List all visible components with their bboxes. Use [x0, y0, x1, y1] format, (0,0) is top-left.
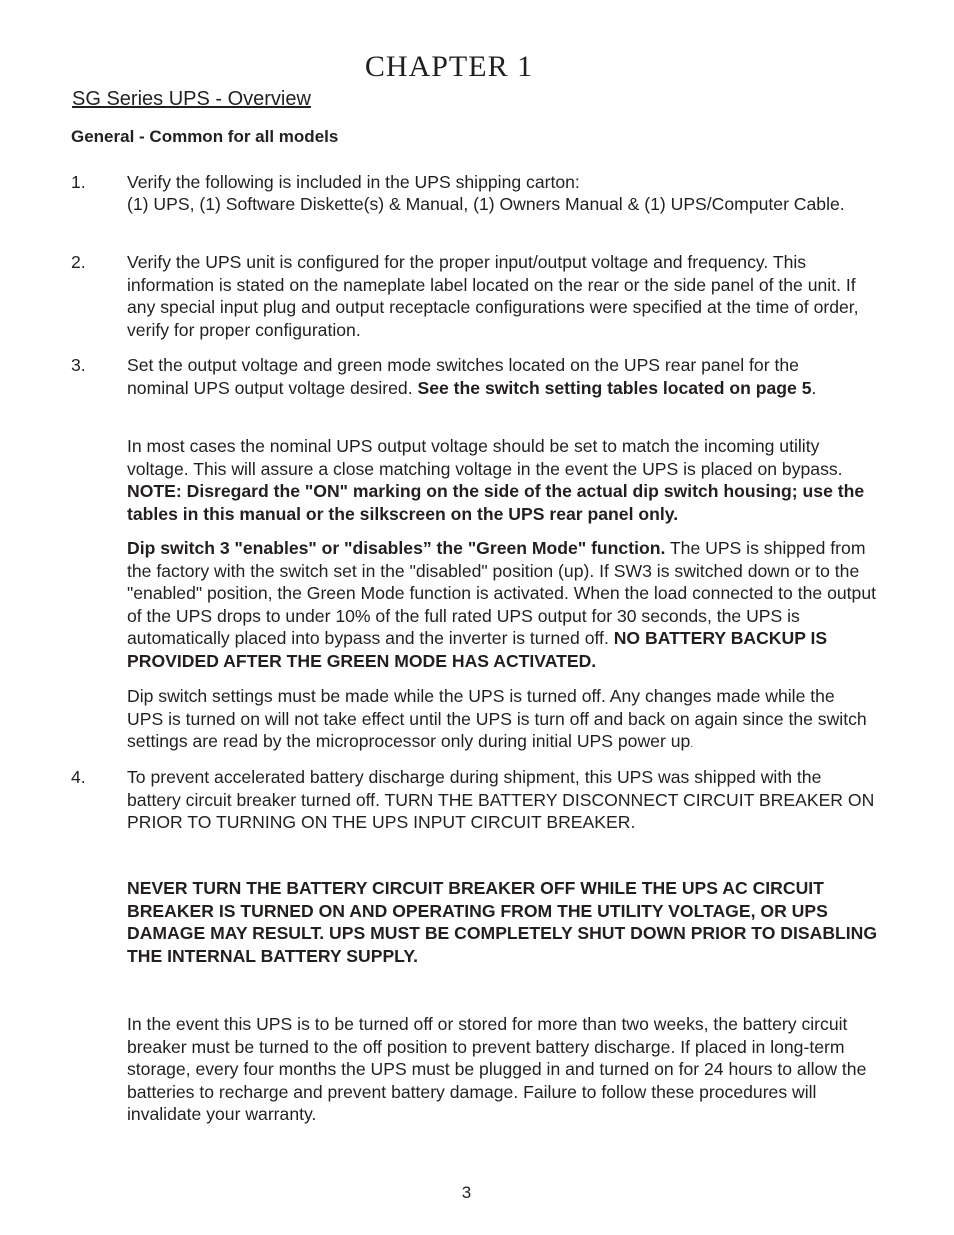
item-3-note: NOTE: Disregard the "ON" marking on the side of the actual dip switch housing; use the tables in this manual or the silkscreen on the UPS rear panel only.	[127, 481, 865, 524]
item-number-4: 4.	[71, 767, 86, 787]
page-number: 3	[461, 1183, 472, 1202]
item-3-para4-period: .	[690, 739, 694, 751]
battery-breaker-warning: NEVER TURN THE BATTERY CIRCUIT BREAKER OFF WHILE THE UPS AC CIRCUIT BREAKER IS TURNED ON AND OPERATING FROM THE UTILITY VOLTAGE, OR UPS DAMAGE MAY RESULT. UPS MUST BE COMPLETELY SHUT DOWN PRIOR TO DISABLING THE INTERNAL BATTERY SUPPLY.	[127, 878, 878, 966]
storage-note: In the event this UPS is to be turned off or stored for more than two weeks, the battery circuit breaker must be turned to the off position to prevent battery discharge. If placed in long-term storage, every four months the UPS must be plugged in and turned on for 24 hours to allow the batteries to recharge and prevent battery damage. Failure to follow these procedures will invalidate your warranty.	[127, 1014, 867, 1125]
item-3-para4-text: Dip switch settings must be made while the UPS is turned off. Any changes made while the UPS is turned on will not take effect until the UPS is turn off and back on again since the switch settings are read by the microprocessor only during initial UPS power up	[127, 686, 867, 752]
item-3-para1	[127, 354, 862, 399]
item-1-contents: (1) UPS, (1) Software Diskette(s) & Manual, (1) Owners Manual & (1) UPS/Computer Cable.	[127, 194, 845, 214]
item-3-switch-table-reference: See the switch setting tables located on page 5	[417, 377, 812, 398]
item-3-dip-switch-heading: Dip switch 3 "enables" or "disables” the "Green Mode" function.	[127, 538, 666, 558]
chapter-title: CHAPTER 1	[364, 50, 534, 83]
item-number-2: 2.	[71, 252, 86, 272]
item-1-line1: Verify the following is included in the UPS shipping carton:	[127, 172, 580, 192]
item-3-period: .	[811, 377, 817, 398]
item-3-para1-text: Set the output voltage and green mode switches located on the UPS rear panel for the nominal UPS output voltage desired.	[127, 355, 799, 398]
item-3-para4	[127, 685, 872, 757]
item-3-green-mode-warning: NO BATTERY BACKUP IS PROVIDED AFTER THE GREEN MODE HAS ACTIVATED.	[127, 628, 828, 671]
subtitle: General - Common for all models	[71, 127, 339, 146]
item-3-para2	[127, 435, 882, 525]
item-4-text: To prevent accelerated battery discharge during shipment, this UPS was shipped with the battery circuit breaker turned off. TURN THE BATTERY DISCONNECT CIRCUIT BREAKER ON PRIOR TO TURNING ON THE UPS INPUT CIRCUIT BREAKER.	[127, 767, 875, 833]
item-number-1: 1.	[71, 172, 86, 192]
section-title: SG Series UPS - Overview	[72, 88, 311, 110]
item-3-para3-text: The UPS is shipped from the factory with the switch set in the "disabled" position (up). If SW3 is switched down or to the "enabled" position, the Green Mode function is activated. When the load connected to the output of the UPS drops to under 10% of the full rated UPS output for 30 seconds, the UPS is automatically placed into bypass and the inverter is turned off.	[127, 538, 876, 649]
item-3-para3	[127, 537, 882, 673]
item-3-para2-text: In most cases the nominal UPS output voltage should be set to match the incoming utility voltage. This will assure a close matching voltage in the event the UPS is placed on bypass.	[127, 436, 843, 479]
item-number-3: 3.	[71, 355, 86, 375]
item-2-text: Verify the UPS unit is configured for the proper input/output voltage and frequency. This information is stated on the nameplate label located on the rear or the side panel of the unit. If any special input plug and output receptacle configurations were specified at the time of order, verify for proper configuration.	[127, 252, 859, 340]
